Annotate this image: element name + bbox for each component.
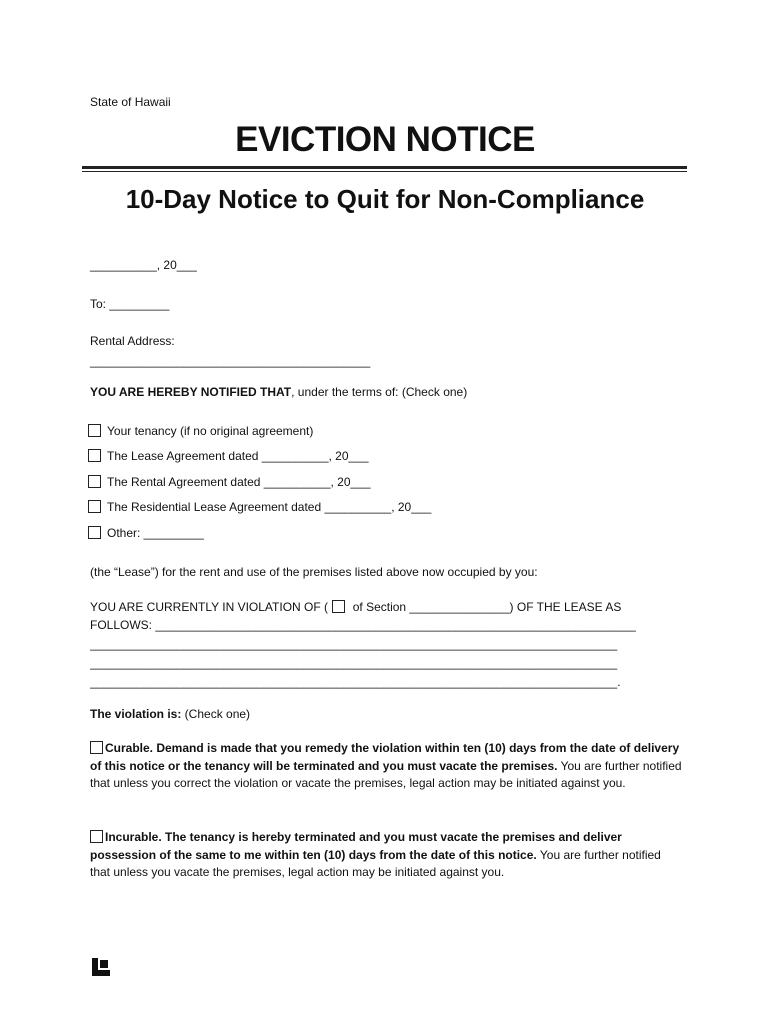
option-tenancy[interactable] (88, 424, 313, 438)
option-rental-agreement[interactable] (88, 475, 371, 489)
option-label: Your tenancy (if no original agreement) (107, 424, 314, 438)
blank-line[interactable]: _______________________________________________________________________________. (90, 675, 621, 689)
option-label: The Lease Agreement dated __________, 20___ (107, 449, 369, 463)
incurable-option (90, 829, 682, 882)
rental-address-field[interactable]: __________________________________________ (90, 354, 371, 368)
checkbox-icon[interactable] (88, 526, 101, 539)
title-divider (82, 166, 687, 169)
option-other[interactable] (88, 526, 204, 540)
violation-part1: YOU ARE CURRENTLY IN VIOLATION OF ( (90, 600, 329, 614)
rental-address-label: Rental Address: (90, 334, 175, 348)
checkbox-icon[interactable] (90, 741, 103, 754)
legal-document-logo-icon (92, 958, 110, 976)
blank-line[interactable]: _______________________________________________________________________________ (90, 637, 618, 651)
to-field[interactable]: To: _________ (90, 297, 170, 311)
option-lease-agreement[interactable] (88, 449, 369, 463)
violation-part2: of Section _______________) OF THE LEASE AS (352, 600, 622, 614)
checkbox-icon[interactable] (88, 475, 101, 488)
notice-lead: YOU ARE HEREBY NOTIFIED THAT (90, 385, 292, 399)
notice-statement (90, 385, 467, 399)
blank-line[interactable]: _______________________________________________________________________________ (90, 656, 618, 670)
checkbox-icon[interactable] (332, 600, 345, 613)
option-label: The Rental Agreement dated __________, 20___ (107, 475, 371, 489)
follows-line[interactable]: FOLLOWS: ________________________________________________________________________ (90, 618, 636, 632)
notice-lead-rest: , under the terms of: (Check one) (291, 385, 468, 399)
violation-of-section (90, 600, 690, 614)
option-residential-lease[interactable] (88, 500, 431, 514)
document-subtitle: 10-Day Notice to Quit for Non-Compliance (125, 184, 645, 214)
violation-label-rest: (Check one) (181, 707, 251, 721)
title-divider-thin (82, 171, 687, 172)
checkbox-icon[interactable] (90, 830, 103, 843)
curable-bold: Curable. Demand is made that you remedy the violation within ten (10) days from the date of delivery of this notice or the tenancy will be terminated and you must vacate the premises. (90, 741, 680, 773)
checkbox-icon[interactable] (88, 449, 101, 462)
document-title: EVICTION NOTICE (235, 120, 535, 159)
option-label: The Residential Lease Agreement dated __________, 20___ (107, 500, 432, 514)
checkbox-icon[interactable] (88, 500, 101, 513)
date-field[interactable]: __________, 20___ (90, 258, 197, 272)
checkbox-icon[interactable] (88, 424, 101, 437)
violation-type-heading (90, 707, 250, 721)
curable-rest: You are further notified that unless you correct the violation or vacate the premises, legal action may be initiated against you. (90, 758, 682, 790)
incurable-bold: Incurable. The tenancy is hereby terminated and you must vacate the premises and deliver possession of the same to me within ten (10) days from the date of this notice. (90, 830, 622, 862)
option-label: Other: _________ (107, 526, 204, 540)
state-label: State of Hawaii (90, 95, 171, 109)
curable-option (90, 740, 682, 793)
lease-statement: (the “Lease”) for the rent and use of the premises listed above now occupied by you: (90, 565, 538, 579)
incurable-rest: You are further notified that unless you vacate the premises, legal action may be initiated against you. (90, 847, 661, 879)
violation-label: The violation is: (90, 707, 182, 721)
